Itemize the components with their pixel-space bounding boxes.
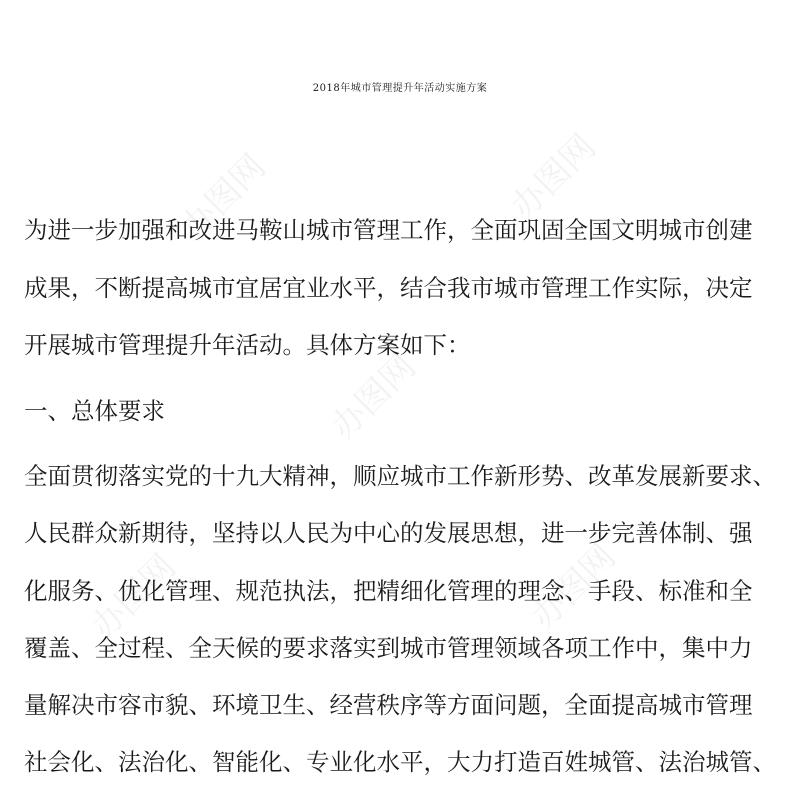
body-line: 人民群众新期待，坚持以人民为中心的发展思想，进一步完善体制、强	[24, 519, 753, 547]
watermark: 办图网	[523, 536, 624, 638]
intro-line: 成果，不断提高城市宜居宜业水平，结合我市城市管理工作实际，决定	[24, 274, 753, 302]
body-line: 社会化、法治化、智能化、专业化水平，大力打造百姓城管、法治城管、	[24, 748, 776, 776]
body-line: 覆盖、全过程、全天候的要求落实到城市管理领域各项工作中，集中力	[24, 634, 753, 662]
body-line: 量解决市容市貌、环境卫生、经营秩序等方面问题，全面提高城市管理	[24, 691, 753, 719]
intro-line: 开展城市管理提升年活动。具体方案如下：	[24, 331, 471, 359]
watermark: 办图网	[323, 346, 424, 448]
document-title: 2018年城市管理提升年活动实施方案	[312, 83, 488, 94]
watermark: 办图网	[83, 546, 184, 648]
body-line: 化服务、优化管理、规范执法，把精细化管理的理念、手段、标准和全	[24, 577, 753, 605]
section-heading: 一、总体要求	[24, 397, 165, 425]
watermark: 办图网	[173, 146, 274, 248]
watermark: 办图网	[503, 126, 604, 228]
body-line: 全面贯彻落实党的十九大精神，顺应城市工作新形势、改革发展新要求、	[24, 462, 776, 490]
intro-line: 为进一步加强和改进马鞍山城市管理工作，全面巩固全国文明城市创建	[24, 216, 753, 244]
